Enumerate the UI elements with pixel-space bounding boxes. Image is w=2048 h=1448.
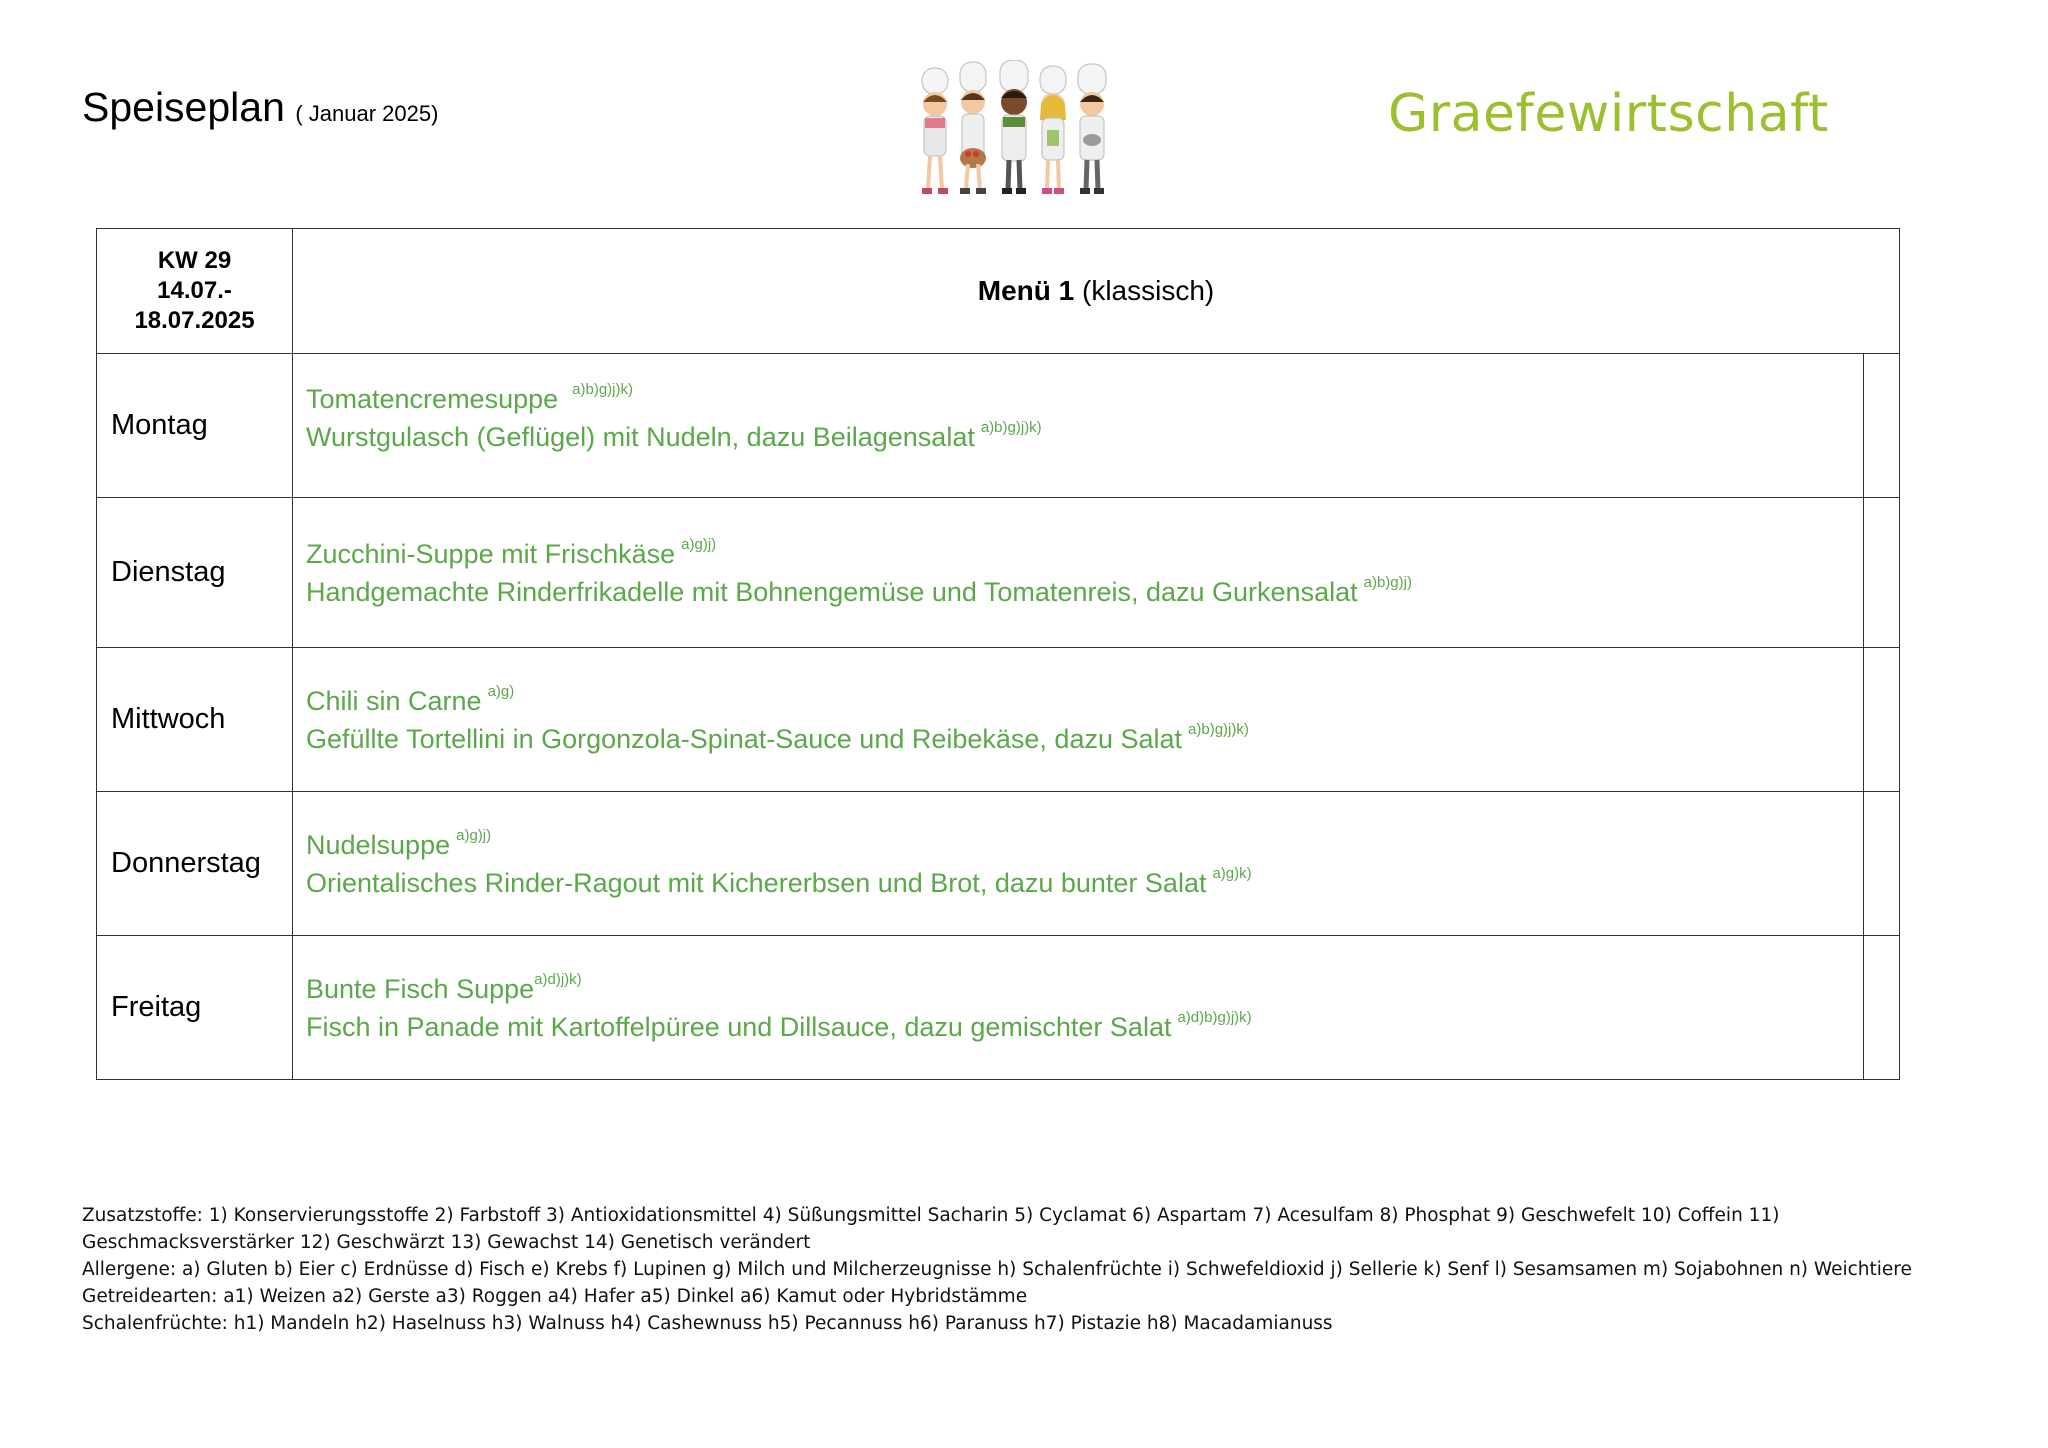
main-name: Wurstgulasch (Geflügel) mit Nudeln, dazu Beilagensalat [306, 421, 975, 452]
soup-allergens: a)g) [487, 682, 515, 700]
day-label: Freitag [97, 936, 293, 1080]
empty-cell [1863, 792, 1899, 936]
meal-cell [293, 354, 1864, 498]
soup-name: Chili sin Carne [306, 685, 482, 716]
menu-header-row [97, 229, 1900, 354]
chefs-illustration [910, 60, 1122, 210]
legend-schalenfruechte: Schalenfrüchte: h1) Mandeln h2) Haselnuss h3) Walnuss h4) Cashewnuss h5) Pecannuss h6) Paranuss h7) Pistazie h8) Macadamianuss [82, 1313, 1333, 1334]
soup-line [306, 682, 1863, 720]
soup-allergens: a)g)j) [681, 535, 717, 553]
soup-allergens: a)d)j)k) [534, 970, 582, 988]
main-line [306, 720, 1863, 758]
soup-name: Zucchini-Suppe mit Frischkäse [306, 538, 676, 569]
main-name: Orientalisches Rinder-Ragout mit Kichererbsen und Brot, dazu bunter Salat [306, 867, 1207, 898]
day-label: Donnerstag [97, 792, 293, 936]
empty-cell [1863, 648, 1899, 792]
table-row [97, 648, 1900, 792]
soup-name: Tomatencremesuppe [306, 383, 559, 414]
day-label: Dienstag [97, 498, 293, 648]
main-line [306, 864, 1863, 902]
main-allergens: a)b)g)j)k) [1188, 720, 1249, 738]
meal-cell [293, 498, 1864, 648]
main-allergens: a)b)g)j) [1363, 573, 1412, 591]
soup-line [306, 970, 1863, 1008]
main-name: Fisch in Panade mit Kartoffelpüree und Dillsauce, dazu gemischter Salat [306, 1011, 1172, 1042]
legend-footer [82, 1202, 1982, 1337]
chef-1 [922, 68, 948, 194]
main-line [306, 573, 1863, 611]
soup-line [306, 380, 1863, 418]
main-allergens: a)d)b)g)j)k) [1177, 1008, 1252, 1026]
soup-name: Nudelsuppe [306, 829, 451, 860]
empty-cell [1863, 354, 1899, 498]
main-name: Handgemachte Rinderfrikadelle mit Bohnengemüse und Tomatenreis, dazu Gurkensalat [306, 576, 1358, 607]
brand-name: Graefewirtschaft [1388, 84, 1829, 144]
empty-cell [1863, 936, 1899, 1080]
week-number: KW 29 [157, 247, 232, 274]
main-allergens: a)b)g)j)k) [980, 418, 1042, 436]
chef-4 [1040, 66, 1066, 194]
week-cell [97, 229, 293, 354]
title-subtitle: ( Januar 2025) [295, 101, 439, 126]
table-row [97, 354, 1900, 498]
empty-cell [1863, 498, 1899, 648]
legend-zusatzstoffe: Zusatzstoffe: 1) Konservierungsstoffe 2) Farbstoff 3) Antioxidationsmittel 4) Süßungsmittel Sacharin 5) Cyclamat 6) Aspartam 7) Acesulfam 8) Phosphat 9) Geschwefelt 10) Coffein 11) Geschmacksverstärker 12) Geschwärzt 13) Gewachst 14) Genetisch verändert [82, 1205, 1780, 1253]
page-title [82, 84, 438, 131]
meal-cell [293, 792, 1864, 936]
menu-table [96, 228, 1900, 1080]
soup-line [306, 535, 1863, 573]
week-date-start: 14.07.- [157, 277, 232, 304]
soup-name: Bunte Fisch Suppe [306, 973, 535, 1004]
chef-5 [1078, 64, 1106, 194]
day-label: Mittwoch [97, 648, 293, 792]
day-label: Montag [97, 354, 293, 498]
menu-title-cell [293, 229, 1900, 354]
meal-cell [293, 936, 1864, 1080]
soup-line [306, 826, 1863, 864]
legend-allergene: Allergene: a) Gluten b) Eier c) Erdnüsse d) Fisch e) Krebs f) Lupinen g) Milch und Milcherzeugnisse h) Schalenfrüchte i) Schwefeldioxid j) Sellerie k) Senf l) Sesamsamen m) Sojabohnen n) Weichtiere [82, 1259, 1912, 1280]
main-line [306, 418, 1863, 456]
chef-3 [1000, 60, 1028, 194]
meal-cell [293, 648, 1864, 792]
table-row [97, 936, 1900, 1080]
week-date-end: 18.07.2025 [134, 307, 255, 334]
main-name: Gefüllte Tortellini in Gorgonzola-Spinat-Sauce und Reibekäse, dazu Salat [306, 723, 1183, 754]
legend-getreidearten: Getreidearten: a1) Weizen a2) Gerste a3) Roggen a4) Hafer a5) Dinkel a6) Kamut oder Hybridstämme [82, 1286, 1028, 1307]
table-row [97, 498, 1900, 648]
soup-allergens: a)b)g)j)k) [572, 380, 633, 398]
menu-title-rest: (klassisch) [1082, 275, 1215, 306]
table-row [97, 792, 1900, 936]
title-main: Speiseplan [82, 84, 285, 130]
soup-allergens: a)g)j) [456, 826, 492, 844]
chef-2 [960, 62, 986, 194]
main-allergens: a)g)k) [1212, 864, 1252, 882]
menu-title-bold: Menü 1 [977, 275, 1075, 306]
main-line [306, 1008, 1863, 1046]
